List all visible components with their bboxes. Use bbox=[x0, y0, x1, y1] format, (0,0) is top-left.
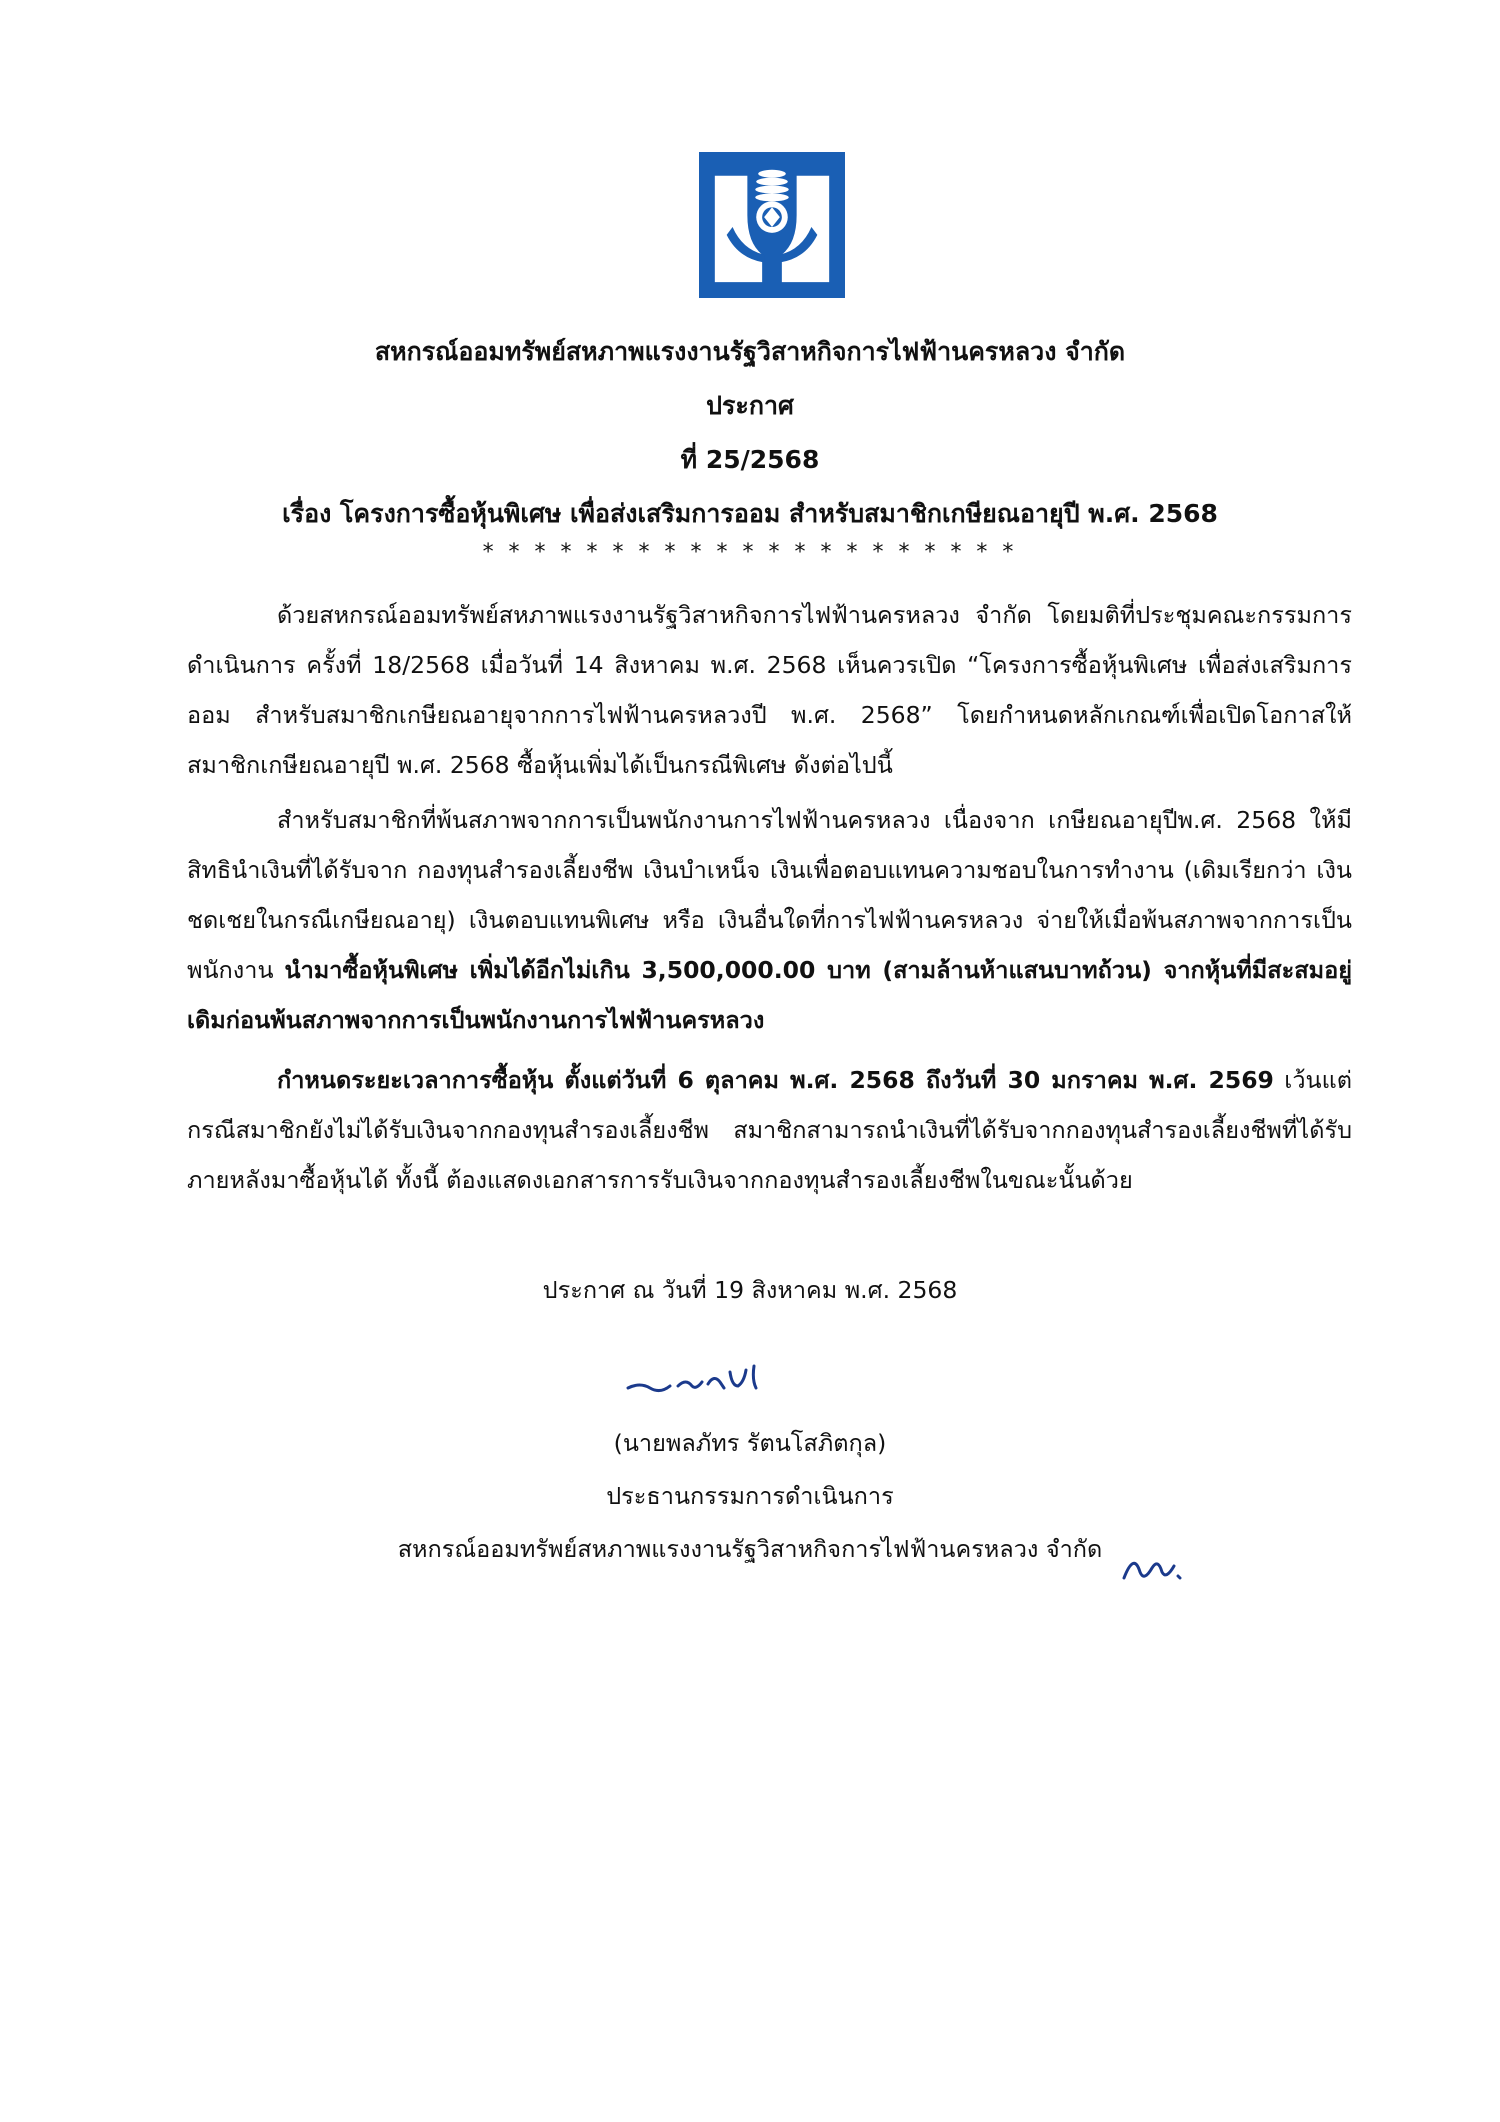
doc-type-heading: ประกาศ bbox=[706, 391, 794, 420]
paragraph-2 bbox=[187, 795, 1352, 1045]
paragraph-2-text: สำหรับสมาชิกที่พ้นสภาพจากการเป็นพนักงานการไฟฟ้านครหลวง เนื่องจาก เกษียณอายุปีพ.ศ. 2568 ให้มีสิทธินำเงินที่ได้รับจาก กองทุนสำรองเลี้ยงชีพ เงินบำเหน็จ เงินเพื่อตอบแทนความชอบในการทำงาน (เดิมเรียกว่า เงินชดเชยในกรณีเกษียณอายุ) เงินตอบแทนพิเศษ หรือ เงินอื่นใดที่การไฟฟ้านครหลวง จ่ายให้เมื่อพ้นสภาพจากการเป็นพนักงาน bbox=[187, 806, 1352, 984]
paragraph-3-bold-text: กำหนดระยะเวลาการซื้อหุ้น ตั้งแต่วันที่ 6 ตุลาคม พ.ศ. 2568 ถึงวันที่ 30 มกราคม พ.ศ. 2569 bbox=[277, 1066, 1274, 1094]
signer-org: สหกรณ์ออมทรัพย์สหภาพแรงงานรัฐวิสาหกิจการไฟฟ้านครหลวง จำกัด bbox=[397, 1535, 1103, 1563]
paragraph-1: ด้วยสหกรณ์ออมทรัพย์สหภาพแรงงานรัฐวิสาหกิจการไฟฟ้านครหลวง จำกัด โดยมติที่ประชุมคณะกรรมการดำเนินการ ครั้งที่ 18/2568 เมื่อวันที่ 14 สิงหาคม พ.ศ. 2568 เห็นควรเปิด “โครงการซื้อหุ้นพิเศษ เพื่อส่งเสริมการออม สำหรับสมาชิกเกษียณอายุจากการไฟฟ้านครหลวงปี พ.ศ. 2568” โดยกำหนดหลักเกณฑ์เพื่อเปิดโอกาสให้สมาชิกเกษียณอายุปี พ.ศ. 2568 ซื้อหุ้นเพิ่มได้เป็นกรณีพิเศษ ดังต่อไปนี้ bbox=[187, 601, 1352, 779]
signer-title: ประธานกรรมการดำเนินการ bbox=[606, 1482, 894, 1510]
paragraph-3-text: เว้นแต่กรณีสมาชิกยังไม่ได้รับเงินจากกองทุนสำรองเลี้ยงชีพ สมาชิกสามารถนำเงินที่ได้รับจากกองทุนสำรองเลี้ยงชีพที่ได้รับภายหลังมาซื้อหุ้นได้ ทั้งนี้ ต้องแสดงเอกสารการรับเงินจากกองทุนสำรองเลี้ยงชีพในขณะนั้นด้วย bbox=[187, 1066, 1353, 1194]
doc-number: ที่ 25/2568 bbox=[680, 445, 820, 474]
paragraph-2-bold-text: นำมาซื้อหุ้นพิเศษ เพิ่มได้อีกไม่เกิน 3,500,000.00 บาท (สามล้านห้าแสนบาทถ้วน) จากหุ้นที่มีสะสมอยู่เดิมก่อนพ้นสภาพจากการเป็นพนักงานการไฟฟ้านครหลวง bbox=[187, 956, 1352, 1034]
signer-name: (นายพลภัทร รัตนโสภิตกุล) bbox=[613, 1429, 887, 1457]
handwritten-signature bbox=[620, 1352, 800, 1402]
handwritten-initial bbox=[1118, 1542, 1188, 1587]
announce-date: ประกาศ ณ วันที่ 19 สิงหาคม พ.ศ. 2568 bbox=[542, 1276, 958, 1304]
subject-heading: เรื่อง โครงการซื้อหุ้นพิเศษ เพื่อส่งเสริมการออม สำหรับสมาชิกเกษียณอายุปี พ.ศ. 2568 bbox=[282, 499, 1218, 528]
org-name-heading: สหกรณ์ออมทรัพย์สหภาพแรงงานรัฐวิสาหกิจการไฟฟ้านครหลวง จำกัด bbox=[374, 337, 1126, 366]
cooperative-logo-icon bbox=[699, 152, 845, 298]
paragraph-3 bbox=[187, 1055, 1352, 1205]
divider-stars: * * * * * * * * * * * * * * * * * * * * * bbox=[482, 540, 1018, 565]
